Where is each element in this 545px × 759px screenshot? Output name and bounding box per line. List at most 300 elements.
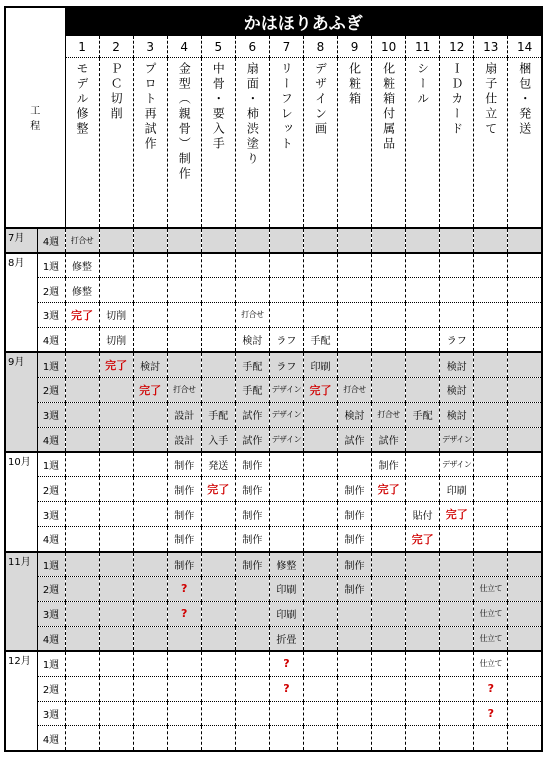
column-name-cell	[235, 58, 269, 228]
schedule-cell	[303, 502, 337, 527]
column-number: 9	[338, 35, 372, 57]
schedule-cell	[338, 601, 372, 626]
column-name-cell	[338, 58, 372, 228]
column-name: プロト再試作	[143, 62, 158, 153]
schedule-cell	[235, 253, 269, 278]
table-row	[5, 452, 542, 477]
schedule-cell	[406, 601, 440, 626]
schedule-cell	[474, 352, 508, 377]
schedule-cell	[99, 527, 133, 552]
schedule-cell: 印刷	[440, 477, 474, 502]
schedule-cell: 制作	[235, 502, 269, 527]
schedule-cell	[133, 601, 167, 626]
schedule-cell	[474, 477, 508, 502]
schedule-cell	[133, 452, 167, 477]
schedule-cell	[99, 676, 133, 701]
schedule-cell	[235, 701, 269, 726]
schedule-cell	[201, 228, 235, 253]
schedule-cell: 打合せ	[372, 402, 406, 427]
schedule-cell: デザイン	[269, 427, 303, 452]
schedule-cell: 制作	[338, 477, 372, 502]
table-row	[5, 552, 542, 577]
schedule-cell	[99, 502, 133, 527]
schedule-cell	[338, 452, 372, 477]
schedule-cell	[406, 228, 440, 253]
column-number-row	[5, 35, 542, 57]
column-number: 2	[99, 35, 133, 57]
schedule-cell: 手配	[235, 352, 269, 377]
schedule-cell	[235, 626, 269, 651]
schedule-cell	[508, 502, 542, 527]
schedule-cell: 手配	[303, 327, 337, 352]
schedule-cell	[372, 352, 406, 377]
schedule-cell: デザイン	[440, 452, 474, 477]
schedule-cell	[372, 626, 406, 651]
week-label: 4週	[37, 427, 65, 452]
schedule-cell	[474, 228, 508, 253]
column-name-cell	[474, 58, 508, 228]
schedule-cell	[133, 228, 167, 253]
schedule-cell	[201, 377, 235, 402]
table-row	[5, 477, 542, 502]
schedule-cell	[269, 527, 303, 552]
schedule-cell	[508, 726, 542, 751]
schedule-cell	[303, 527, 337, 552]
schedule-cell	[303, 253, 337, 278]
month-label: 9月	[5, 352, 37, 452]
schedule-cell	[167, 701, 201, 726]
schedule-cell	[65, 427, 99, 452]
week-label: 1週	[37, 352, 65, 377]
schedule-cell	[372, 502, 406, 527]
schedule-cell	[235, 676, 269, 701]
schedule-cell	[65, 676, 99, 701]
schedule-cell: ?	[269, 651, 303, 676]
schedule-cell	[269, 701, 303, 726]
schedule-cell: 制作	[338, 502, 372, 527]
column-number: 11	[406, 35, 440, 57]
schedule-cell: 制作	[167, 477, 201, 502]
schedule-cell	[235, 228, 269, 253]
schedule-cell: 仕立て	[474, 601, 508, 626]
schedule-cell	[303, 452, 337, 477]
schedule-cell: 手配	[406, 402, 440, 427]
schedule-cell	[133, 502, 167, 527]
column-number: 6	[235, 35, 269, 57]
schedule-cell	[99, 601, 133, 626]
schedule-cell	[372, 253, 406, 278]
schedule-cell: 完了	[440, 502, 474, 527]
schedule-cell	[201, 626, 235, 651]
schedule-cell: 検討	[133, 352, 167, 377]
schedule-cell	[406, 303, 440, 328]
week-label: 3週	[37, 402, 65, 427]
table-row	[5, 651, 542, 676]
schedule-cell	[338, 303, 372, 328]
schedule-cell	[440, 577, 474, 602]
schedule-cell	[440, 701, 474, 726]
schedule-cell	[303, 477, 337, 502]
schedule-cell	[99, 278, 133, 303]
schedule-cell	[303, 601, 337, 626]
column-name-cell	[440, 58, 474, 228]
column-number: 4	[167, 35, 201, 57]
schedule-cell: 打合せ	[167, 377, 201, 402]
schedule-cell	[406, 327, 440, 352]
schedule-cell	[201, 278, 235, 303]
schedule-cell	[338, 651, 372, 676]
schedule-cell	[167, 626, 201, 651]
sheet-title: かはほりあふぎ	[65, 7, 542, 35]
schedule-cell	[99, 726, 133, 751]
schedule-cell	[338, 626, 372, 651]
table-row	[5, 253, 542, 278]
schedule-cell	[201, 253, 235, 278]
schedule-cell: 完了	[133, 377, 167, 402]
schedule-cell	[372, 701, 406, 726]
schedule-cell: ?	[269, 676, 303, 701]
column-number: 3	[133, 35, 167, 57]
schedule-cell	[508, 552, 542, 577]
schedule-cell: 貼付	[406, 502, 440, 527]
column-name-cell	[303, 58, 337, 228]
schedule-cell	[406, 377, 440, 402]
schedule-cell	[99, 377, 133, 402]
schedule-cell	[474, 452, 508, 477]
schedule-cell	[406, 577, 440, 602]
schedule-cell	[133, 303, 167, 328]
column-name: 化粧箱付属品	[381, 62, 396, 153]
schedule-cell	[406, 701, 440, 726]
schedule-cell	[133, 253, 167, 278]
column-name: 扇子仕立て	[483, 62, 498, 138]
schedule-cell	[167, 352, 201, 377]
week-label: 4週	[37, 726, 65, 751]
schedule-cell: 制作	[167, 552, 201, 577]
week-label: 1週	[37, 253, 65, 278]
schedule-cell	[65, 402, 99, 427]
column-number: 14	[508, 35, 542, 57]
schedule-cell: 手配	[201, 402, 235, 427]
table-row	[5, 303, 542, 328]
schedule-cell: 入手	[201, 427, 235, 452]
schedule-cell: 検討	[235, 327, 269, 352]
schedule-cell	[303, 701, 337, 726]
schedule-cell	[474, 427, 508, 452]
schedule-cell	[201, 527, 235, 552]
schedule-cell: 完了	[406, 527, 440, 552]
schedule-cell	[235, 577, 269, 602]
schedule-cell	[338, 701, 372, 726]
schedule-cell: 制作	[235, 527, 269, 552]
week-label: 3週	[37, 303, 65, 328]
schedule-cell	[508, 676, 542, 701]
month-label: 12月	[5, 651, 37, 751]
schedule-cell	[440, 626, 474, 651]
week-label: 3週	[37, 601, 65, 626]
week-label: 2週	[37, 477, 65, 502]
schedule-cell	[65, 352, 99, 377]
column-name: 化粧箱	[347, 62, 362, 108]
week-label: 3週	[37, 701, 65, 726]
week-label: 2週	[37, 676, 65, 701]
schedule-cell	[406, 352, 440, 377]
month-label: 11月	[5, 552, 37, 652]
schedule-cell	[133, 676, 167, 701]
schedule-cell	[440, 726, 474, 751]
schedule-cell	[133, 651, 167, 676]
schedule-cell	[508, 527, 542, 552]
schedule-cell: 検討	[440, 352, 474, 377]
schedule-cell	[269, 303, 303, 328]
schedule-cell	[303, 552, 337, 577]
table-row	[5, 377, 542, 402]
schedule-cell: 完了	[372, 477, 406, 502]
schedule-cell	[406, 477, 440, 502]
schedule-cell	[508, 278, 542, 303]
schedule-cell	[269, 726, 303, 751]
schedule-cell	[474, 402, 508, 427]
schedule-cell	[338, 327, 372, 352]
schedule-cell: 試作	[235, 427, 269, 452]
table-row	[5, 228, 542, 253]
schedule-cell	[201, 577, 235, 602]
schedule-cell	[508, 477, 542, 502]
schedule-cell: 修整	[65, 253, 99, 278]
schedule-cell	[269, 253, 303, 278]
schedule-cell: 検討	[440, 402, 474, 427]
week-label: 4週	[37, 527, 65, 552]
schedule-cell	[372, 327, 406, 352]
schedule-cell	[440, 651, 474, 676]
schedule-cell	[99, 701, 133, 726]
schedule-cell	[372, 228, 406, 253]
schedule-cell	[235, 726, 269, 751]
schedule-cell	[201, 601, 235, 626]
column-name-cell	[269, 58, 303, 228]
schedule-cell: 制作	[235, 552, 269, 577]
schedule-cell: 仕立て	[474, 577, 508, 602]
schedule-cell	[133, 577, 167, 602]
schedule-cell: 修整	[269, 552, 303, 577]
schedule-cell	[65, 502, 99, 527]
schedule-cell	[406, 452, 440, 477]
schedule-cell: 完了	[201, 477, 235, 502]
column-name: シール	[415, 62, 430, 108]
schedule-cell	[201, 352, 235, 377]
schedule-cell	[303, 626, 337, 651]
column-name: リーフレット	[279, 62, 294, 153]
schedule-cell	[440, 253, 474, 278]
table-row	[5, 352, 542, 377]
schedule-cell	[406, 552, 440, 577]
column-name: 扇面・柿渋塗り	[245, 62, 260, 168]
schedule-cell: 制作	[338, 552, 372, 577]
table-row	[5, 402, 542, 427]
schedule-cell	[372, 552, 406, 577]
week-label: 2週	[37, 577, 65, 602]
column-number: 1	[65, 35, 99, 57]
schedule-cell	[406, 676, 440, 701]
schedule-cell: 打合せ	[65, 228, 99, 253]
table-row	[5, 601, 542, 626]
schedule-cell	[235, 601, 269, 626]
schedule-cell	[99, 552, 133, 577]
schedule-cell: 完了	[65, 303, 99, 328]
schedule-cell	[167, 651, 201, 676]
schedule-cell	[65, 577, 99, 602]
schedule-cell: 印刷	[303, 352, 337, 377]
schedule-cell: 設計	[167, 402, 201, 427]
schedule-cell	[474, 726, 508, 751]
schedule-cell: 設計	[167, 427, 201, 452]
schedule-cell	[65, 327, 99, 352]
schedule-cell	[338, 676, 372, 701]
schedule-cell	[303, 278, 337, 303]
schedule-cell	[133, 427, 167, 452]
schedule-cell	[303, 402, 337, 427]
schedule-cell: デザイン	[269, 377, 303, 402]
table-row	[5, 427, 542, 452]
schedule-cell	[440, 676, 474, 701]
table-row	[5, 626, 542, 651]
schedule-cell	[508, 701, 542, 726]
schedule-cell	[508, 577, 542, 602]
schedule-cell	[167, 676, 201, 701]
schedule-cell: 印刷	[269, 601, 303, 626]
schedule-cell	[269, 502, 303, 527]
schedule-cell: ?	[474, 676, 508, 701]
schedule-cell: 制作	[167, 527, 201, 552]
table-row	[5, 726, 542, 751]
schedule-cell	[338, 278, 372, 303]
schedule-cell	[99, 228, 133, 253]
schedule-cell: 制作	[372, 452, 406, 477]
schedule-cell	[474, 527, 508, 552]
schedule-cell: 切削	[99, 303, 133, 328]
schedule-cell	[474, 502, 508, 527]
schedule-cell: 試作	[338, 427, 372, 452]
column-name-cell	[508, 58, 542, 228]
schedule-cell: 試作	[372, 427, 406, 452]
schedule-cell	[201, 701, 235, 726]
schedule-cell: 手配	[235, 377, 269, 402]
schedule-cell	[372, 278, 406, 303]
schedule-cell	[269, 228, 303, 253]
schedule-cell	[65, 527, 99, 552]
schedule-cell	[133, 552, 167, 577]
schedule-cell	[99, 651, 133, 676]
schedule-cell: 完了	[99, 352, 133, 377]
schedule-cell	[65, 726, 99, 751]
schedule-cell: 発送	[201, 452, 235, 477]
schedule-cell	[303, 676, 337, 701]
schedule-cell	[372, 726, 406, 751]
week-label: 4週	[37, 228, 65, 253]
column-name-cell	[99, 58, 133, 228]
schedule-cell	[372, 676, 406, 701]
schedule-cell	[372, 377, 406, 402]
column-name-row	[5, 58, 542, 228]
schedule-cell	[406, 626, 440, 651]
schedule-cell: 制作	[235, 477, 269, 502]
column-number: 8	[303, 35, 337, 57]
table-row	[5, 327, 542, 352]
schedule-cell	[167, 327, 201, 352]
schedule-cell	[133, 477, 167, 502]
schedule-cell	[508, 452, 542, 477]
week-label: 1週	[37, 552, 65, 577]
schedule-cell	[65, 626, 99, 651]
schedule-cell: 検討	[338, 402, 372, 427]
column-name: 金型（親骨）制作	[177, 62, 192, 183]
column-name-cell	[65, 58, 99, 228]
schedule-cell: 制作	[235, 452, 269, 477]
schedule-cell	[99, 452, 133, 477]
schedule-cell	[508, 228, 542, 253]
schedule-cell	[508, 601, 542, 626]
schedule-cell	[99, 477, 133, 502]
schedule-cell	[338, 253, 372, 278]
schedule-cell	[303, 577, 337, 602]
month-label: 8月	[5, 253, 37, 353]
schedule-cell	[133, 327, 167, 352]
schedule-cell	[201, 676, 235, 701]
column-name-cell	[133, 58, 167, 228]
schedule-cell: 印刷	[269, 577, 303, 602]
week-label: 4週	[37, 327, 65, 352]
schedule-cell	[440, 228, 474, 253]
table-row	[5, 527, 542, 552]
column-name-cell	[201, 58, 235, 228]
table-row	[5, 502, 542, 527]
schedule-cell	[474, 253, 508, 278]
schedule-cell	[474, 278, 508, 303]
schedule-cell: 完了	[303, 377, 337, 402]
week-label: 1週	[37, 452, 65, 477]
schedule-cell: 検討	[440, 377, 474, 402]
schedule-cell	[303, 228, 337, 253]
schedule-cell	[474, 377, 508, 402]
week-label: 2週	[37, 377, 65, 402]
week-label: 4週	[37, 626, 65, 651]
schedule-cell	[406, 278, 440, 303]
schedule-cell	[508, 253, 542, 278]
schedule-cell: 切削	[99, 327, 133, 352]
schedule-cell	[133, 726, 167, 751]
schedule-cell	[338, 726, 372, 751]
schedule-cell	[133, 626, 167, 651]
schedule-cell	[99, 577, 133, 602]
schedule-cell	[65, 552, 99, 577]
schedule-cell	[133, 278, 167, 303]
schedule-cell	[133, 527, 167, 552]
schedule-cell	[303, 651, 337, 676]
schedule-cell	[167, 303, 201, 328]
schedule-cell	[440, 601, 474, 626]
schedule-cell: ラフ	[269, 352, 303, 377]
schedule-cell	[303, 427, 337, 452]
schedule-cell: 折畳	[269, 626, 303, 651]
month-label: 10月	[5, 452, 37, 552]
schedule-cell	[167, 278, 201, 303]
schedule-cell	[508, 651, 542, 676]
schedule-cell	[235, 278, 269, 303]
schedule-cell: ?	[474, 701, 508, 726]
column-name-cell	[372, 58, 406, 228]
process-corner-label: 工 程	[5, 7, 65, 228]
schedule-cell	[65, 701, 99, 726]
